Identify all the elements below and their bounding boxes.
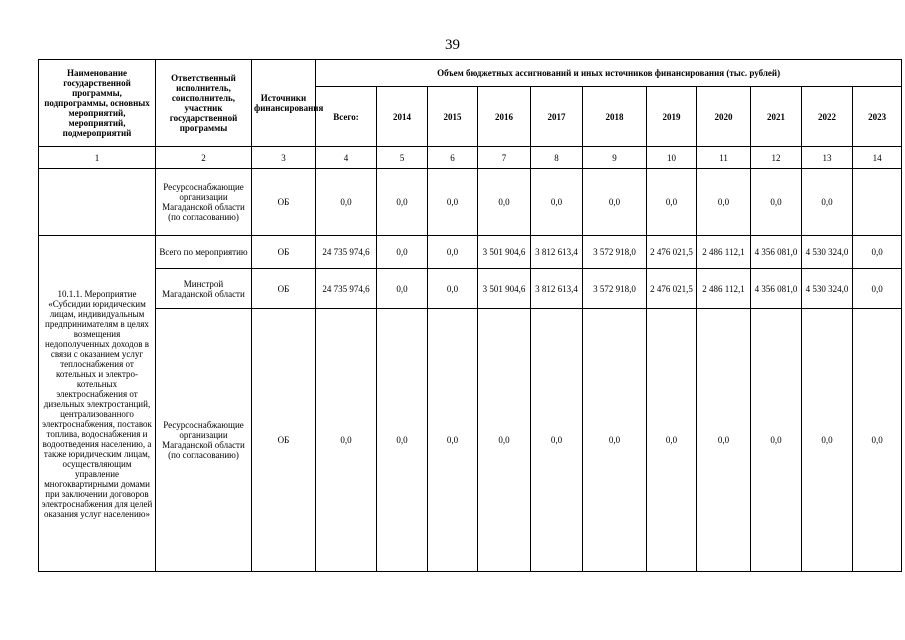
value-cell: 3 501 904,6 [478, 269, 531, 309]
value-cell: 0,0 [531, 309, 583, 572]
header-total: Всего: [316, 87, 377, 147]
header-executor: Ответственный исполнитель, соисполнитель, участник государственной программы [156, 60, 252, 147]
column-index: 14 [853, 147, 902, 169]
header-year: 2021 [751, 87, 802, 147]
value-cell: 0,0 [377, 309, 428, 572]
value-cell: 0,0 [853, 309, 902, 572]
column-index: 8 [531, 147, 583, 169]
value-cell: 0,0 [697, 169, 751, 236]
executor-cell: Минстрой Магаданской области [156, 269, 252, 309]
value-cell: 4 356 081,0 [751, 236, 802, 269]
header-year: 2015 [428, 87, 478, 147]
value-cell: 0,0 [697, 309, 751, 572]
executor-cell: Ресурсоснабжающие организации Магаданской области (по согласованию) [156, 309, 252, 572]
column-index: 7 [478, 147, 531, 169]
value-cell: 0,0 [802, 309, 853, 572]
value-cell: 4 356 081,0 [751, 269, 802, 309]
value-cell: 3 572 918,0 [583, 236, 647, 269]
measure-name-cell: 10.1.1. Мероприятие «Субсидии юридическим лицам, индивидуальным предпринимателям в целях возмещения недополученных доходов в связи с оказанием услуг теплоснабжения от котельных и электро-котельных электроснабжения от дизельных электростанций, централизованного электроснабжения, поставок топлива, водоснабжения и водоотведения населению, а также юридическим лицам, осуществляющим управление многоквартирными домами при заключении договоров электроснабжения для целей оказания услуг населению» [39, 236, 156, 572]
value-cell: 0,0 [853, 269, 902, 309]
column-index: 13 [802, 147, 853, 169]
header-year: 2018 [583, 87, 647, 147]
column-index: 4 [316, 147, 377, 169]
empty-name-cell [39, 169, 156, 236]
header-year: 2019 [647, 87, 697, 147]
value-cell: 0,0 [647, 309, 697, 572]
value-cell: 0,0 [647, 169, 697, 236]
value-cell: 0,0 [377, 269, 428, 309]
budget-table [38, 59, 902, 572]
value-cell: 0,0 [751, 169, 802, 236]
value-cell: 24 735 974,6 [316, 269, 377, 309]
column-index: 11 [697, 147, 751, 169]
value-cell: 0,0 [377, 236, 428, 269]
value-cell: 3 812 613,4 [531, 236, 583, 269]
value-cell: 2 476 021,5 [647, 269, 697, 309]
value-cell: 0,0 [478, 309, 531, 572]
funding-source-cell: ОБ [252, 269, 316, 309]
value-cell: 0,0 [316, 309, 377, 572]
value-cell: 0,0 [377, 169, 428, 236]
value-cell: 0,0 [428, 169, 478, 236]
value-cell: 0,0 [428, 269, 478, 309]
funding-source-cell: ОБ [252, 169, 316, 236]
value-cell: 2 486 112,1 [697, 269, 751, 309]
value-cell: 0,0 [583, 309, 647, 572]
value-cell: 2 486 112,1 [697, 236, 751, 269]
funding-source-cell: ОБ [252, 309, 316, 572]
header-funding-volume: Объем бюджетных ассигнований и иных источников финансирования (тыс. рублей) [316, 60, 902, 87]
funding-source-cell: ОБ [252, 236, 316, 269]
page-number: 39 [445, 37, 460, 53]
value-cell: 3 812 613,4 [531, 269, 583, 309]
value-cell: 0,0 [316, 169, 377, 236]
column-index: 10 [647, 147, 697, 169]
header-year: 2014 [377, 87, 428, 147]
header-funding-source: Источники финансирования [252, 60, 316, 147]
value-cell: 0,0 [531, 169, 583, 236]
executor-cell: Всего по мероприятию [156, 236, 252, 269]
header-program-name: Наименование государственной программы, подпрограммы, основных мероприятий, мероприятий, подмероприятий [39, 60, 156, 147]
value-cell: 0,0 [428, 236, 478, 269]
value-cell: 0,0 [478, 169, 531, 236]
column-index: 6 [428, 147, 478, 169]
value-cell [853, 169, 902, 236]
column-index: 5 [377, 147, 428, 169]
value-cell: 24 735 974,6 [316, 236, 377, 269]
header-year: 2017 [531, 87, 583, 147]
value-cell: 4 530 324,0 [802, 236, 853, 269]
column-index: 12 [751, 147, 802, 169]
column-index: 1 [39, 147, 156, 169]
header-year: 2022 [802, 87, 853, 147]
value-cell: 4 530 324,0 [802, 269, 853, 309]
value-cell: 2 476 021,5 [647, 236, 697, 269]
value-cell: 0,0 [751, 309, 802, 572]
header-year: 2016 [478, 87, 531, 147]
column-index: 9 [583, 147, 647, 169]
value-cell: 3 572 918,0 [583, 269, 647, 309]
column-index: 3 [252, 147, 316, 169]
header-year: 2023 [853, 87, 902, 147]
value-cell: 0,0 [428, 309, 478, 572]
header-year: 2020 [697, 87, 751, 147]
value-cell: 0,0 [802, 169, 853, 236]
value-cell: 0,0 [583, 169, 647, 236]
value-cell: 0,0 [853, 236, 902, 269]
column-index: 2 [156, 147, 252, 169]
value-cell: 3 501 904,6 [478, 236, 531, 269]
executor-cell: Ресурсоснабжающие организации Магаданской области (по согласованию) [156, 169, 252, 236]
